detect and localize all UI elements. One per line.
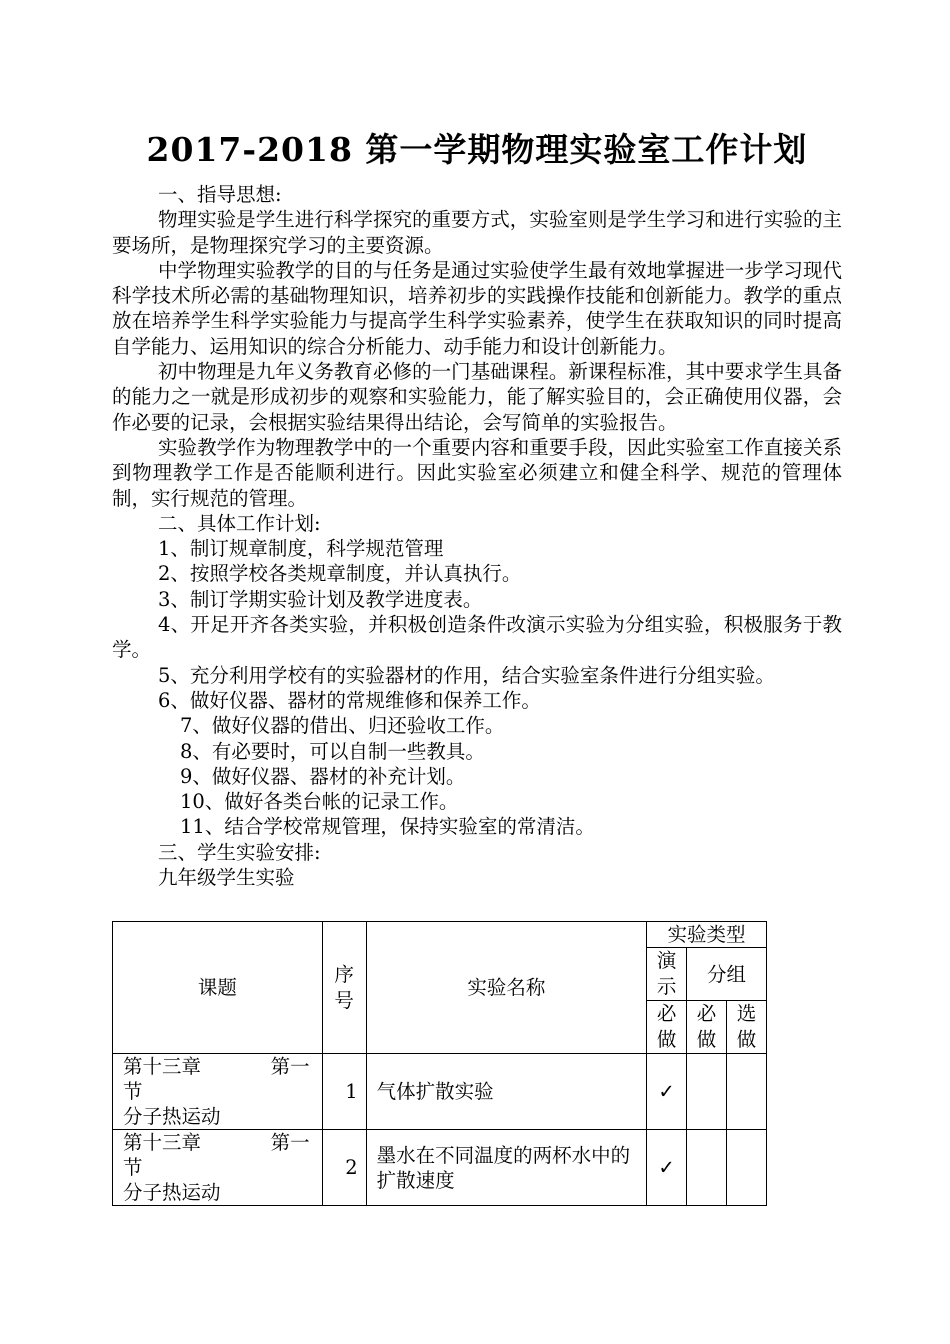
header-optional-group: 选做 — [727, 1001, 767, 1054]
paragraph-3: 初中物理是九年义务教育必修的一门基础课程。新课程标准，其中要求学生具备的能力之一就是形成初步的观察和实验能力，能了解实验目的，会正确使用仪器，会作必要的记录，会根据实验结果得出结论，会写简单的实验报告。 — [112, 360, 842, 434]
paragraph-4: 实验教学作为物理教学中的一个重要内容和重要手段，因此实验室工作直接关系到物理教学工作是否能顺利进行。因此实验室必须建立和健全科学、规范的管理体制，实行规范的管理。 — [112, 435, 842, 510]
plan-item: 8、有必要时，可以自制一些教具。 — [180, 739, 485, 763]
plan-item: 9、做好仪器、器材的补充计划。 — [180, 764, 466, 788]
number-cell: 2 — [322, 1130, 366, 1206]
experiment-name-cell: 气体扩散实验 — [366, 1054, 646, 1130]
table-row — [113, 1130, 767, 1206]
plan-item: 4、开足开齐各类实验，并积极创造条件改演示实验为分组实验，积极服务于教学。 — [112, 613, 842, 662]
optional-cell — [727, 1054, 767, 1130]
section-heading-guiding: 一、指导思想: — [158, 183, 282, 206]
chapter-cell: 第十三章 第一 节 分子热运动 — [113, 1130, 323, 1206]
header-experiment-name: 实验名称 — [366, 922, 646, 1054]
required-cell — [687, 1130, 727, 1206]
section-heading-plan: 二、具体工作计划: — [158, 511, 321, 535]
optional-cell — [727, 1130, 767, 1206]
document-page — [112, 128, 842, 890]
experiment-name-cell: 墨水在不同温度的两杯水中的扩散速度 — [366, 1130, 646, 1206]
header-experiment-type: 实验类型 — [647, 922, 767, 948]
plan-item: 7、做好仪器的借出、归还验收工作。 — [180, 714, 505, 738]
subsection-grade9: 九年级学生实验 — [158, 866, 295, 890]
header-number: 序号 — [322, 922, 366, 1054]
document-title: 2017-2018 第一学期物理实验室工作计划 — [146, 130, 808, 169]
header-group: 分组 — [687, 948, 767, 1001]
number-cell: 1 — [322, 1054, 366, 1130]
section-heading-experiments: 三、学生实验安排: — [158, 840, 321, 864]
header-demo: 演示 — [647, 948, 687, 1001]
plan-item: 1、制订规章制度，科学规范管理 — [158, 537, 444, 561]
paragraph-1: 物理实验是学生进行科学探究的重要方式，实验室则是学生学习和进行实验的主要场所，是物理探究学习的主要资源。 — [112, 208, 842, 257]
header-required-group: 必做 — [687, 1001, 727, 1054]
plan-item: 5、充分利用学校有的实验器材的作用，结合实验室条件进行分组实验。 — [158, 663, 775, 687]
table-row — [113, 1054, 767, 1130]
plan-item: 11、结合学校常规管理，保持实验室的常清洁。 — [180, 815, 595, 839]
paragraph-2: 中学物理实验教学的目的与任务是通过实验使学生最有效地掌握进一步学习现代科学技术所必需的基础物理知识，培养初步的实践操作技能和创新能力。教学的重点放在培养学生科学实验能力与提高学生科学实验素养，使学生在获取知识的同时提高自学能力、运用知识的综合分析能力、动手能力和设计创新能力。 — [112, 258, 842, 358]
chapter-cell: 第十三章 第一 节 分子热运动 — [113, 1054, 323, 1130]
required-cell — [687, 1054, 727, 1130]
experiment-table — [112, 921, 767, 1206]
plan-item: 6、做好仪器、器材的常规维修和保养工作。 — [158, 688, 541, 712]
plan-item: 2、按照学校各类规章制度，并认真执行。 — [158, 562, 522, 586]
plan-item: 10、做好各类台帐的记录工作。 — [180, 790, 459, 814]
header-required-demo: 必做 — [647, 1001, 687, 1054]
header-topic: 课题 — [113, 922, 323, 1054]
plan-item: 3、制订学期实验计划及教学进度表。 — [158, 587, 483, 611]
demo-check: ✓ — [647, 1130, 687, 1206]
demo-check: ✓ — [647, 1054, 687, 1130]
